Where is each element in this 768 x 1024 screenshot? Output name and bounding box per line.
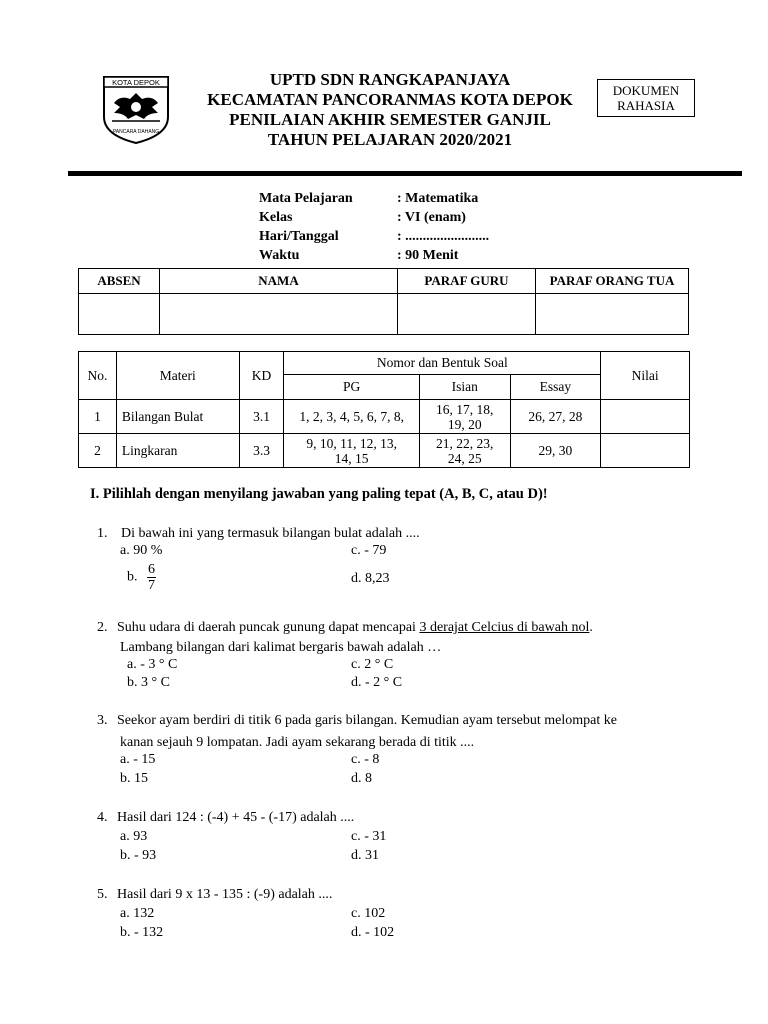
question-text: Hasil dari 9 x 13 - 135 : (-9) adalah .... [117, 887, 333, 902]
info-value-time: : 90 Menit [397, 248, 459, 263]
option-b-label: b. [127, 569, 138, 585]
option-d[interactable]: d. - 102 [351, 925, 395, 940]
question-2 [97, 618, 593, 638]
table-row [79, 400, 690, 434]
info-value-subject: : Matematika [397, 191, 479, 206]
info-value-date: : ........................ [397, 229, 490, 244]
option-a[interactable]: a. 90 % [120, 543, 163, 558]
doc-label-2: RAHASIA [617, 98, 675, 113]
svg-text:PANCARA DAHANG: PANCARA DAHANG [112, 129, 160, 135]
question-number: 5. [97, 887, 108, 902]
row-no: 2 [79, 434, 117, 468]
row-nilai[interactable] [601, 400, 690, 434]
paraf-ortu-cell[interactable] [536, 294, 689, 335]
row-isian-line2: 24, 25 [447, 450, 482, 466]
option-c[interactable]: c. - 79 [351, 543, 387, 558]
row-essay: 29, 30 [510, 434, 601, 468]
question-number: 4. [97, 810, 108, 825]
row-pg: 1, 2, 3, 4, 5, 6, 7, 8, [284, 400, 419, 434]
grid-header-group: Nomor dan Bentuk Soal [284, 352, 601, 375]
option-d[interactable]: d. 31 [351, 848, 379, 863]
question-text: Di bawah ini yang termasuk bilangan bulat adalah .... [121, 526, 420, 541]
paraf-guru-cell[interactable] [398, 294, 536, 335]
question-text-line2: Lambang bilangan dari kalimat bergaris bawah adalah … [120, 640, 442, 655]
info-label-subject: Mata Pelajaran [259, 191, 353, 206]
table-row [79, 434, 690, 468]
question-grid-table [78, 351, 690, 468]
question-number: 1. [97, 526, 108, 541]
row-materi: Bilangan Bulat [116, 400, 239, 434]
question-number: 2. [97, 620, 108, 635]
row-isian-line1: 16, 17, 18, [436, 401, 494, 417]
grid-header-kd: KD [239, 352, 284, 400]
grid-header-essay: Essay [510, 375, 601, 400]
option-a[interactable]: a. 93 [120, 829, 148, 844]
question-text-end: . [589, 620, 593, 635]
row-kd: 3.3 [239, 434, 284, 468]
row-kd: 3.1 [239, 400, 284, 434]
question-number: 3. [97, 713, 108, 728]
grid-header-pg: PG [284, 375, 419, 400]
absen-cell[interactable] [79, 294, 160, 335]
confidential-stamp [597, 79, 695, 117]
option-c[interactable]: c. - 8 [351, 752, 380, 767]
section-title: I. Pilihlah dengan menyilang jawaban yang paling tepat (A, B, C, atau D)! [90, 486, 548, 502]
row-pg [284, 434, 419, 468]
signature-table [78, 268, 689, 335]
row-no: 1 [79, 400, 117, 434]
question-text-part: Suhu udara di daerah puncak gunung dapat mencapai [117, 620, 420, 635]
grid-header-nilai: Nilai [601, 352, 690, 400]
option-b[interactable]: b. 15 [120, 771, 148, 786]
doc-label-1: DOKUMEN [612, 83, 680, 98]
option-d[interactable]: d. - 2 ° C [351, 675, 403, 690]
option-d[interactable]: d. 8 [351, 771, 372, 786]
header-nama: NAMA [160, 269, 398, 294]
district-name: KECAMATAN PANCORANMAS KOTA DEPOK [207, 90, 573, 109]
option-b[interactable]: b. - 93 [120, 848, 157, 863]
row-isian-line1: 21, 22, 23, [436, 435, 494, 451]
question-text: Seekor ayam berdiri di titik 6 pada garis bilangan. Kemudian ayam tersebut melompat ke [117, 713, 617, 728]
exam-name: PENILAIAN AKHIR SEMESTER GANJIL [229, 110, 551, 129]
option-b[interactable]: b. 3 ° C [127, 675, 170, 690]
fraction [147, 562, 156, 593]
svg-text:KOTA DEPOK: KOTA DEPOK [112, 78, 160, 87]
fraction-numerator: 6 [148, 562, 155, 577]
option-c[interactable]: c. 102 [351, 906, 386, 921]
row-materi: Lingkaran [116, 434, 239, 468]
option-b[interactable] [127, 562, 156, 593]
nama-cell[interactable] [160, 294, 398, 335]
option-a[interactable]: a. - 3 ° C [127, 657, 178, 672]
option-c[interactable]: c. 2 ° C [351, 657, 394, 672]
option-a[interactable]: a. 132 [120, 906, 155, 921]
header-paraf-ortu: PARAF ORANG TUA [536, 269, 689, 294]
row-isian-line2: 19, 20 [447, 416, 482, 432]
info-label-time: Waktu [259, 248, 300, 263]
row-isian [419, 400, 510, 434]
grid-header-isian: Isian [419, 375, 510, 400]
option-b[interactable]: b. - 132 [120, 925, 164, 940]
header-divider [68, 171, 742, 176]
row-nilai[interactable] [601, 434, 690, 468]
row-isian [419, 434, 510, 468]
grid-header-materi: Materi [116, 352, 239, 400]
underlined-phrase: 3 derajat Celcius di bawah nol [419, 620, 590, 635]
question-text-line2: kanan sejauh 9 lompatan. Jadi ayam sekarang berada di titik .... [120, 735, 475, 750]
info-value-class: : VI (enam) [397, 210, 466, 225]
header-paraf-guru: PARAF GURU [398, 269, 536, 294]
info-label-class: Kelas [259, 210, 293, 225]
fraction-denominator: 7 [148, 578, 155, 593]
school-name: UPTD SDN RANGKAPANJAYA [269, 70, 511, 89]
question-1 [97, 524, 420, 544]
option-d[interactable]: d. 8,23 [351, 571, 390, 586]
question-5 [97, 885, 332, 905]
kota-depok-logo [100, 73, 172, 145]
header-absen: ABSEN [79, 269, 160, 294]
question-text [117, 620, 593, 635]
info-label-date: Hari/Tanggal [259, 229, 339, 244]
option-a[interactable]: a. - 15 [120, 752, 156, 767]
question-4 [97, 808, 354, 828]
grid-header-no: No. [79, 352, 117, 400]
option-c[interactable]: c. - 31 [351, 829, 387, 844]
row-essay: 26, 27, 28 [510, 400, 601, 434]
row-pg-line1: 9, 10, 11, 12, 13, [306, 435, 397, 451]
academic-year: TAHUN PELAJARAN 2020/2021 [267, 130, 513, 149]
question-3 [97, 711, 617, 731]
question-text: Hasil dari 124 : (-4) + 45 - (-17) adalah .... [117, 810, 355, 825]
row-pg-line2: 14, 15 [334, 450, 369, 466]
